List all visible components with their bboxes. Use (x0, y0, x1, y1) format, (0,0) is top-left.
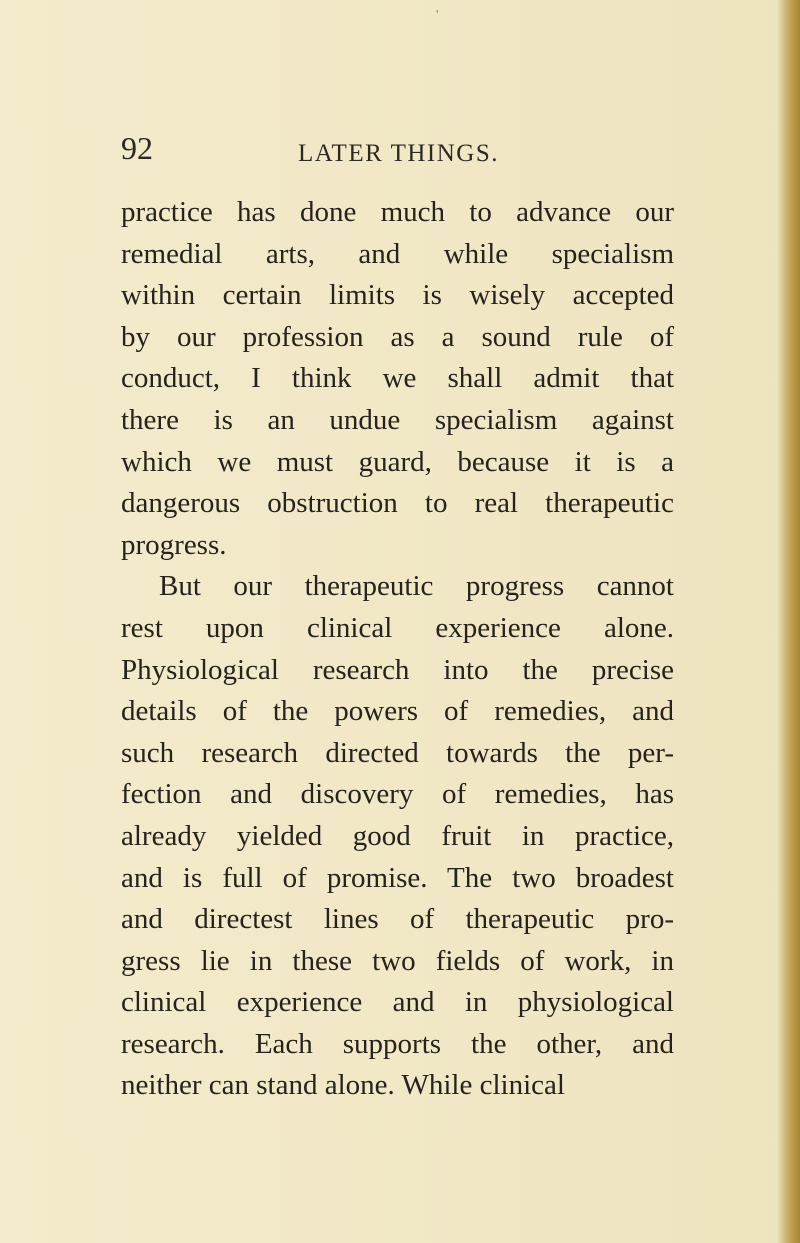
page-number: 92 (121, 130, 153, 166)
text-line: neither can stand alone. While clinical (121, 1069, 565, 1102)
running-head: LATER THINGS. (298, 140, 499, 167)
page-header (0, 130, 800, 170)
text-line: within certain limits is wisely accepted (121, 279, 674, 312)
text-line: research. Each supports the other, and (121, 1027, 674, 1060)
text-line: fection and discovery of remedies, has (121, 778, 674, 811)
page-mark: ' (436, 8, 439, 23)
text-line: progress. (121, 528, 227, 561)
text-line: such research directed towards the per- (121, 736, 674, 769)
text-line: dangerous obstruction to real therapeutic (121, 487, 674, 520)
text-line: remedial arts, and while specialism (121, 237, 674, 270)
page-edge-shadow (778, 0, 800, 1243)
text-line: and directest lines of therapeutic pro- (121, 903, 674, 936)
text-line: there is an undue specialism against (121, 403, 674, 436)
text-line: clinical experience and in physiological (121, 986, 674, 1019)
text-line: details of the powers of remedies, and (121, 695, 674, 728)
text-line: already yielded good fruit in practice, (121, 819, 674, 852)
text-line: But our therapeutic progress cannot (159, 570, 674, 603)
text-line: by our profession as a sound rule of (121, 320, 674, 353)
text-line: gress lie in these two fields of work, in (121, 944, 674, 977)
text-line: which we must guard, because it is a (121, 445, 674, 478)
text-line: Physiological research into the precise (121, 653, 674, 686)
body-text (121, 192, 674, 1107)
text-line: and is full of promise. The two broadest (121, 861, 674, 894)
text-line: practice has done much to advance our (121, 196, 674, 228)
text-line: rest upon clinical experience alone. (121, 611, 674, 644)
text-line: conduct, I think we shall admit that (121, 362, 674, 395)
